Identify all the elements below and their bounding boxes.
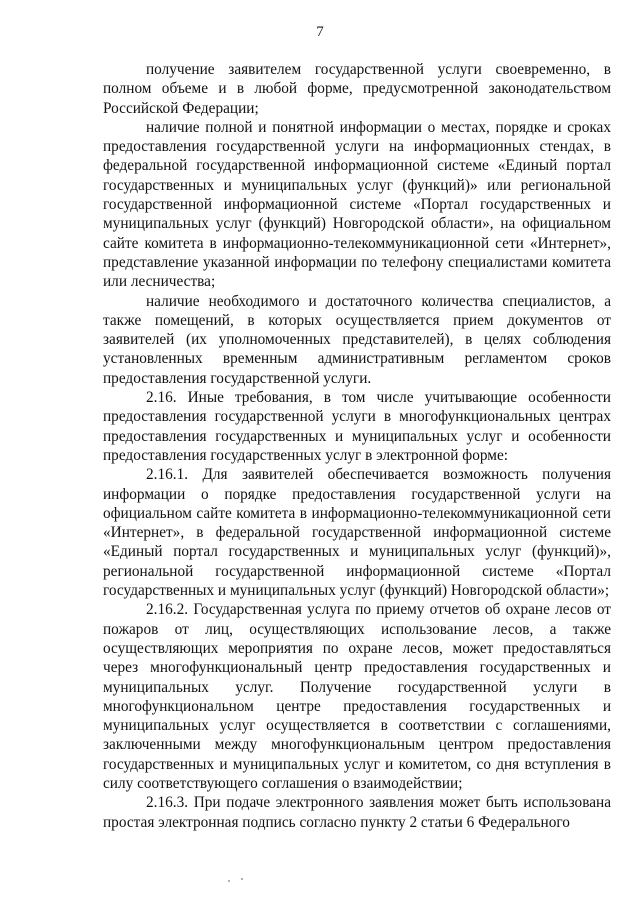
- paragraph-information-availability: наличие полной и понятной информации о местах, порядке и сроках предоставления государственной услуги на информационных стендах, в федеральной государственной информационной системе «Единый портал государственных и муниципальных услуг (функций)» или региональной государственной информационной системе «Портал государственных и муниципальных услуг (функций) Новгородской области», на официальном сайте комитета в информационно-телекоммуникационной сети «Интернет», представление указанной информации по телефону специалистами комитета или лесничества;: [103, 118, 611, 291]
- paragraph-specialists-and-premises: наличие необходимого и достаточного количества специалистов, а также помещений, в которых осуществляется прием документов от заявителей (их уполномоченных представителей), в целях соблюдения установленных временным административным регламентом сроков предоставления государственной услуги.: [103, 292, 611, 387]
- body-text: [103, 60, 611, 832]
- scan-speck: [241, 878, 243, 880]
- paragraph-receipt-of-service: получение заявителем государственной услуги своевременно, в полном объеме и в любой форме, предусмотренной законодательством Российской Федерации;: [103, 61, 611, 117]
- paragraph-section-2-16-3: 2.16.3. При подаче электронного заявления может быть использована простая электронная подпись согласно пункту 2 статьи 6 Федерального: [103, 794, 611, 831]
- paragraph-section-2-16-2: 2.16.2. Государственная услуга по приему отчетов об охране лесов от пожаров от лиц, осуществляющих использование лесов, а также осуществляющих мероприятия по охране лесов, может предоставляться через многофункциональный центр предоставления государственных и муниципальных услуг. Получение государственной услуги в многофункциональном центре предоставления государственных и муниципальных услуг осуществляется в соответствии с соглашениями, заключенными между многофункциональным центром предоставления государственных и муниципальных услуг и комитетом, со дня вступления в силу соответствующего соглашения о взаимодействии;: [103, 601, 611, 792]
- paragraph-section-2-16: 2.16. Иные требования, в том числе учитывающие особенности предоставления государственной услуги в многофункциональных центрах предоставления государственных и муниципальных услуг и особенности предоставления государственных услуг в электронной форме:: [103, 389, 611, 464]
- paragraph-section-2-16-1: 2.16.1. Для заявителей обеспечивается возможность получения информации о порядке предоставления государственной услуги на официальном сайте комитета в информационно-телекоммуникационной сети «Интернет», в федеральной государственной информационной системе «Единый портал государственных и муниципальных услуг (функций)», региональной государственной информационной системе «Портал государственных и муниципальных услуг (функций) Новгородской области»;: [103, 466, 611, 600]
- page-number: 7: [316, 24, 324, 40]
- scan-speck: [228, 880, 230, 882]
